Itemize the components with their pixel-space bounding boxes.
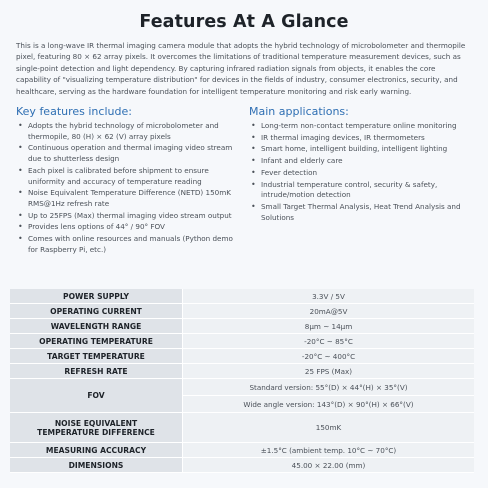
spec-label: OPERATING TEMPERATURE <box>10 334 183 349</box>
table-row <box>10 319 474 334</box>
list-item: • Infant and elderly care <box>249 156 472 167</box>
spec-label: TARGET TEMPERATURE <box>10 349 183 364</box>
spec-label-line: TEMPERATURE DIFFERENCE <box>37 427 155 437</box>
list-item: • Smart home, intelligent building, intelligent lighting <box>249 144 472 155</box>
spec-value: 25 FPS (Max) <box>183 364 475 379</box>
spec-value: Standard version: 55°(D) × 44°(H) × 35°(V) <box>183 379 475 396</box>
list-item: • Fever detection <box>249 168 472 179</box>
spec-value: 150mK <box>183 413 475 443</box>
table-row <box>10 413 474 443</box>
list-item: • Up to 25FPS (Max) thermal imaging video stream output <box>16 211 239 222</box>
key-features-heading: Key features include: <box>16 105 132 119</box>
key-features-section <box>16 105 245 256</box>
table-row <box>10 379 474 396</box>
list-item: • Small Target Thermal Analysis, Heat Trend Analysis and Solutions <box>249 202 472 223</box>
intro-paragraph: This is a long-wave IR thermal imaging camera module that adopts the hybrid technology of microbolometer and thermopile pixel, featuring 80 × 62 array pixels. It overcomes the limitations of traditional temperature measurement devices, such as single-point detection and light dependency. By capturing infrared radiation signals from objects, it enables the core capability of "visualizing temperature distribution" for devices in the fields of industry, consumer electronics, security, and healthcare, serving as the hardware foundation for intelligent temperature monitoring and risk early warning. <box>16 41 466 96</box>
spec-label: DIMENSIONS <box>10 458 183 473</box>
table-row <box>10 334 474 349</box>
feature-columns <box>10 105 478 256</box>
spec-value: ±1.5°C (ambient temp. 10°C ~ 70°C) <box>183 443 475 458</box>
table-row <box>10 364 474 379</box>
list-item: • Each pixel is calibrated before shipment to ensure uniformity and accuracy of temperature reading <box>16 166 239 187</box>
list-item: • Comes with online resources and manuals (Python demo for Raspberry Pi, etc.) <box>16 234 239 255</box>
spec-value: -20°C ~ 400°C <box>183 349 475 364</box>
applications-list <box>249 121 472 223</box>
spec-label: REFRESH RATE <box>10 364 183 379</box>
spec-value: 45.00 × 22.00 (mm) <box>183 458 475 473</box>
list-item: • Industrial temperature control, security & safety, intrude/motion detection <box>249 180 472 201</box>
spec-label: FOV <box>10 379 183 413</box>
table-row <box>10 349 474 364</box>
spec-label: MEASURING ACCURACY <box>10 443 183 458</box>
list-item: • Noise Equivalent Temperature Difference (NETD) 150mK RMS@1Hz refresh rate <box>16 188 239 209</box>
table-row <box>10 304 474 319</box>
table-row <box>10 458 474 473</box>
specifications-table <box>10 289 474 473</box>
list-item: • IR thermal imaging devices, IR thermometers <box>249 133 472 144</box>
table-row <box>10 443 474 458</box>
spec-value: 20mA@5V <box>183 304 475 319</box>
spec-label: WAVELENGTH RANGE <box>10 319 183 334</box>
list-item: • Long-term non-contact temperature online monitoring <box>249 121 472 132</box>
spec-value: 8μm ~ 14μm <box>183 319 475 334</box>
spec-label-line: NOISE EQUIVALENT <box>54 418 138 428</box>
list-item: • Adopts the hybrid technology of microbolometer and thermopile, 80 (H) × 62 (V) array pixels <box>16 121 239 142</box>
list-item: • Continuous operation and thermal imaging video stream due to shutterless design <box>16 143 239 164</box>
applications-section <box>245 105 472 256</box>
spec-value: 3.3V / 5V <box>183 289 475 304</box>
list-item: • Provides lens options of 44° / 90° FOV <box>16 222 239 233</box>
spec-value: -20°C ~ 85°C <box>183 334 475 349</box>
spec-value: Wide angle version: 143°(D) × 90°(H) × 66°(V) <box>183 396 475 413</box>
applications-heading: Main applications: <box>249 105 349 119</box>
spec-label: OPERATING CURRENT <box>10 304 183 319</box>
spec-label: POWER SUPPLY <box>10 289 183 304</box>
table-row <box>10 289 474 304</box>
spec-label <box>10 413 183 443</box>
key-features-list <box>16 121 239 255</box>
page-title: Features At A Glance <box>139 12 349 32</box>
